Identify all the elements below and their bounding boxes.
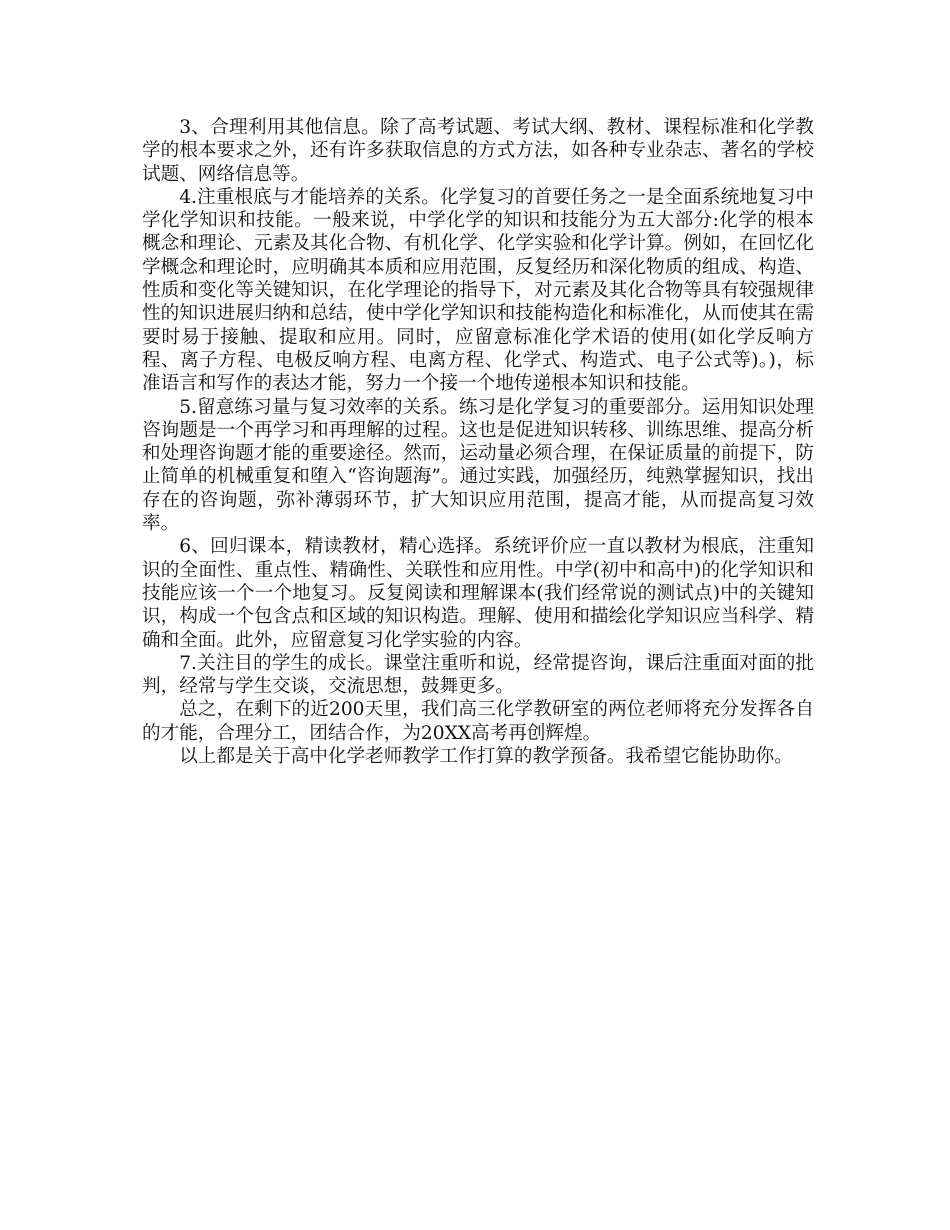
paragraph-summary: 总之，在剩下的近200天里，我们高三化学教研室的两位老师将充分发挥各自的才能，合理分工，团结合作，为20XX高考再创辉煌。 — [142, 699, 814, 744]
paragraph-3-other-info: 3、合理利用其他信息。除了高考试题、考试大纲、教材、课程标准和化学教学的根本要求之外，还有许多获取信息的方式方法，如各种专业杂志、著名的学校试题、网络信息等。 — [142, 117, 814, 185]
paragraph-5-practice: 5.留意练习量与复习效率的关系。练习是化学复习的重要部分。运用知识处理咨询题是一个再学习和再理解的过程。这也是促进知识转移、训练思维、提高分析和处理咨询题才能的重要途径。然而，运动量必须合理，在保证质量的前提下，防止简单的机械重复和堕入“咨询题海”。通过实践，加强经历，纯熟掌握知识，找出存在的咨询题，弥补薄弱环节，扩大知识应用范围，提高才能，从而提高复习效率。 — [142, 396, 814, 535]
paragraph-7-students: 7.关注目的学生的成长。课堂注重听和说，经常提咨询，课后注重面对面的批判，经常与学生交谈，交流思想，鼓舞更多。 — [142, 652, 814, 698]
paragraph-closing: 以上都是关于高中化学老师教学工作打算的教学预备。我希望它能协助你。 — [179, 746, 793, 768]
paragraph-4-fundamentals: 4.注重根底与才能培养的关系。化学复习的首要任务之一是全面系统地复习中学化学知识和技能。一般来说，中学化学的知识和技能分为五大部分:化学的根本概念和理论、元素及其化合物、有机化学、化学实验和化学计算。例如，在回忆化学概念和理论时，应明确其本质和应用范围，反复经历和深化物质的组成、构造、性质和变化等关键知识，在化学理论的指导下，对元素及其化合物等具有较强规律性的知识进展归纳和总结，使中学化学知识和技能构造化和标准化，从而使其在需要时易于接触、提取和应用。同时，应留意标准化学术语的使用(如化学反响方程、离子方程、电极反响方程、电离方程、化学式、构造式、电子公式等)。)，标准语言和写作的表达才能，努力一个接一个地传递根本知识和技能。 — [142, 186, 814, 395]
paragraph-6-textbook: 6、回归课本，精读教材，精心选择。系统评价应一直以教材为根底，注重知识的全面性、重点性、精确性、关联性和应用性。中学(初中和高中)的化学知识和技能应该一个一个地复习。反复阅读和理解课本(我们经常说的测试点)中的关键知识，构成一个包含点和区域的知识构造。理解、使用和描绘化学知识应当科学、精确和全面。此外，应留意复习化学实验的内容。 — [142, 536, 814, 651]
document-body — [142, 116, 814, 768]
